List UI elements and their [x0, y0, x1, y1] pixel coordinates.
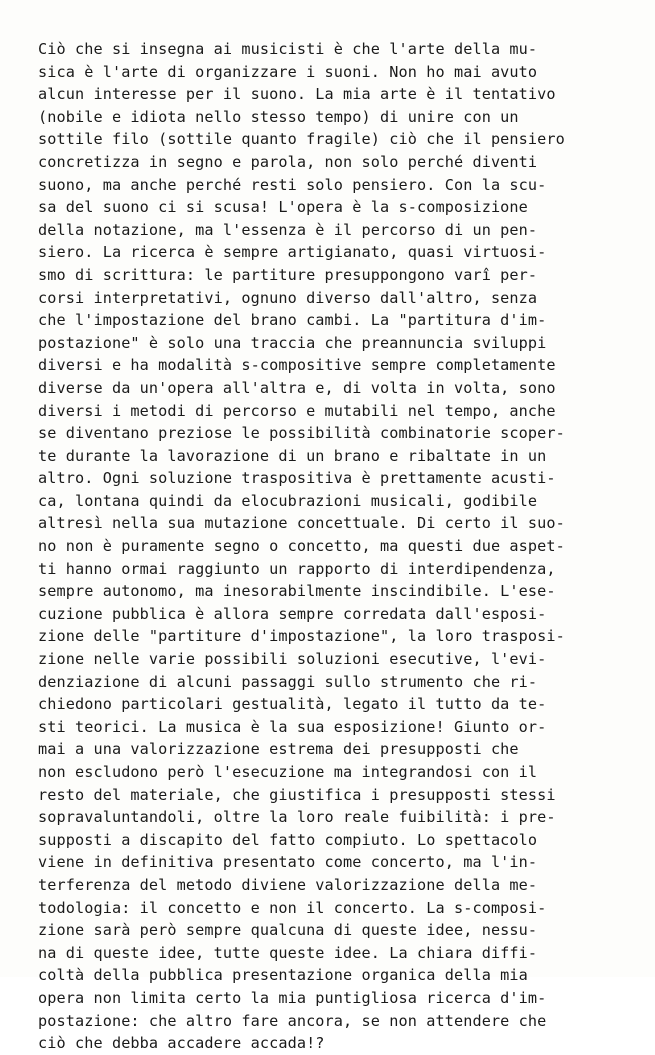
text-line: della notazione, ma l'essenza è il percorso di un pen-: [38, 220, 538, 239]
text-line: mai a una valorizzazione estrema dei presupposti che: [38, 740, 519, 759]
text-line: se diventano preziose le possibilità combinatorie scoper-: [38, 424, 565, 443]
text-line: postazione" è solo una traccia che preannuncia sviluppi: [38, 333, 547, 352]
text-line: ti hanno ormai raggiunto un rapporto di interdipendenza,: [38, 559, 556, 578]
text-line: zione delle "partiture d'impostazione", la loro trasposi-: [38, 627, 565, 646]
text-line: sempre autonomo, ma inesorabilmente inscindibile. L'ese-: [38, 582, 556, 601]
text-line: chiedono particolari gestualità, legato il tutto da te-: [38, 695, 547, 714]
text-line: Ciò che si insegna ai musicisti è che l'arte della mu-: [38, 40, 538, 58]
text-line: concretizza in segno e parola, non solo perché diventi: [38, 152, 538, 171]
text-line: ca, lontana quindi da elocubrazioni musicali, godibile: [38, 491, 538, 510]
text-line: sa del suono ci si scusa! L'opera è la s-composizione: [38, 198, 528, 217]
text-line: te durante la lavorazione di un brano e ribaltate in un: [38, 446, 547, 465]
text-line: altresì nella sua mutazione concettuale. Di certo il suo-: [38, 514, 565, 533]
text-line: terferenza del metodo diviene valorizzazione della me-: [38, 875, 538, 894]
text-line: corsi interpretativi, ognuno diverso dall'altro, senza: [38, 288, 538, 307]
text-line: viene in definitiva presentato come concerto, ma l'in-: [38, 853, 538, 872]
text-line: todologia: il concetto e non il concerto. La s-composi-: [38, 898, 547, 917]
text-line: supposti a discapito del fatto compiuto. Lo spettacolo: [38, 830, 538, 849]
text-line: diverse da un'opera all'altra e, di volta in volta, sono: [38, 378, 556, 397]
text-line: siero. La ricerca è sempre artigianato, quasi virtuosi-: [38, 243, 547, 262]
text-line: ciò che debba accadere accada!?: [38, 1034, 325, 1053]
text-line: coltà della pubblica presentazione organica della mia: [38, 966, 528, 985]
text-line: diversi e ha modalità s-compositive sempre completamente: [38, 356, 556, 375]
text-line: suono, ma anche perché resti solo pensiero. Con la scu-: [38, 175, 547, 194]
text-line: altro. Ogni soluzione traspositiva è prettamente acusti-: [38, 469, 556, 488]
text-line: sica è l'arte di organizzare i suoni. Non ho mai avuto: [38, 62, 538, 81]
text-line: no non è puramente segno o concetto, ma questi due aspet-: [38, 537, 565, 556]
text-line: diversi i metodi di percorso e mutabili nel tempo, anche: [38, 401, 556, 420]
text-line: smo di scrittura: le partiture presuppongono varî per-: [38, 265, 538, 284]
text-line: opera non limita certo la mia puntigliosa ricerca d'im-: [38, 988, 547, 1007]
text-line: na di queste idee, tutte queste idee. La chiara diffi-: [38, 943, 538, 962]
text-line: sti teorici. La musica è la sua esposizione! Giunto or-: [38, 717, 547, 736]
text-line: denziazione di alcuni passaggi sullo strumento che ri-: [38, 672, 538, 691]
text-line: alcun interesse per il suono. La mia arte è il tentativo: [38, 85, 556, 104]
text-line: sopravaluntandoli, oltre la loro reale fuibilità: i pre-: [38, 808, 556, 827]
text-line: che l'impostazione del brano cambi. La "partitura d'im-: [38, 311, 547, 330]
text-line: sottile filo (sottile quanto fragile) ciò che il pensiero: [38, 130, 565, 149]
text-line: zione nelle varie possibili soluzioni esecutive, l'evi-: [38, 650, 547, 669]
text-line: cuzione pubblica è allora sempre corredata dall'esposi-: [38, 604, 547, 623]
text-line: postazione: che altro fare ancora, se non attendere che: [38, 1011, 547, 1030]
text-line: zione sarà però sempre qualcuna di queste idee, nessu-: [38, 921, 538, 940]
text-line: non escludono però l'esecuzione ma integrandosi con il: [38, 763, 538, 781]
typescript-text-block: [38, 38, 638, 1055]
text-line: resto del materiale, che giustifica i presupposti stessi: [38, 785, 556, 804]
text-line: (nobile e idiota nello stesso tempo) di unire con un: [38, 107, 519, 126]
